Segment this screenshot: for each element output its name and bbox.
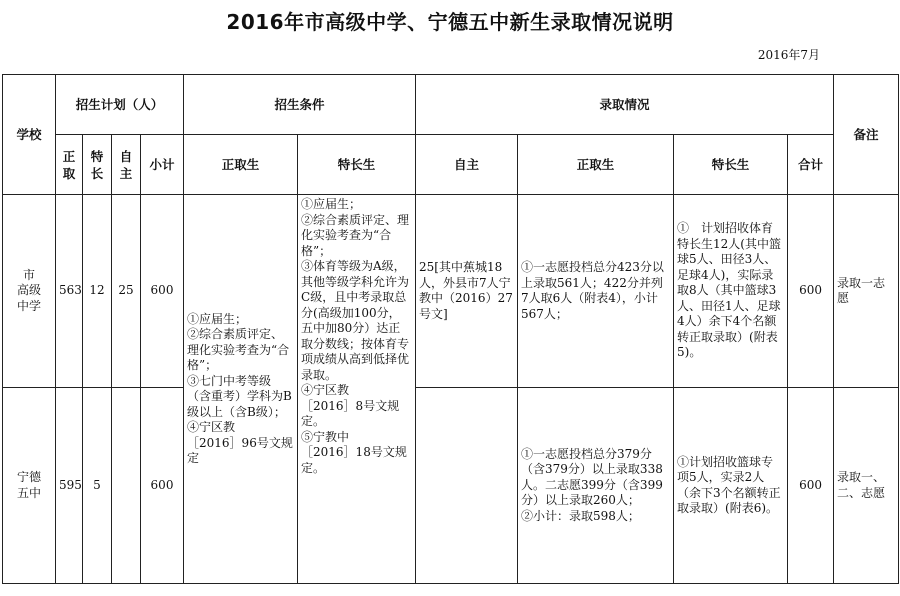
adm-total: 600 [788,388,834,584]
header-plan: 招生计划（人） [56,75,184,135]
adm-regular: ①一志愿投档总分379分（含379分）以上录取338人。二志愿399分（含399分）以上录取260人； ②小计：录取598人； [518,388,674,584]
adm-regular: ①一志愿投档总分423分以上录取561人；422分并列7人取6人（附表4），小计567人； [518,195,674,388]
cond-special-row-2: ④宁区教 ［2016］8号文规定。 ⑤宁教中 ［2016］18号文规定。 [301,383,407,475]
plan-self: 25 [112,195,141,388]
adm-special: ① 计划招收体育特长生12人(其中篮球5人、田径3人、足球4人)，实际录取8人（其中篮球3人、田径1人、足球4人）余下4个名额转正取录取）(附表5)。 [674,195,788,388]
school-name: 市 高级 中学 [3,195,56,388]
adm-self [416,388,518,584]
adm-special: ①计划招收篮球专项5人，实录2人（余下3个名额转正取录取）(附表6)。 [674,388,788,584]
cond-special-row-1: ①应届生； ②综合素质评定、理化实验考查为“合格”； ③体育等级为A级，其他等级学科允许为C级，且中考录取总分(高级加100分，五中加80分）达正取分数线；按体育专项成绩从高到低择优录取。 [301,197,410,382]
header-remarks: 备注 [834,75,899,195]
header-conditions: 招生条件 [184,75,416,135]
plan-self [112,388,141,584]
header-school: 学校 [3,75,56,195]
cond-special-text [298,195,416,584]
header-plan-subtotal: 小计 [141,135,184,195]
header-admission: 录取情况 [416,75,834,135]
header-plan-self: 自 主 [112,135,141,195]
header-cond-special: 特长生 [298,135,416,195]
plan-special: 5 [83,388,112,584]
table-row [3,195,899,388]
header-row-1 [3,75,899,135]
header-row-2 [3,135,899,195]
school-name: 宁德 五中 [3,388,56,584]
header-adm-self: 自主 [416,135,518,195]
adm-total: 600 [788,195,834,388]
plan-special: 12 [83,195,112,388]
plan-subtotal: 600 [141,195,184,388]
header-plan-special: 特 长 [83,135,112,195]
header-plan-regular: 正 取 [56,135,83,195]
plan-regular: 563 [56,195,83,388]
admission-table [2,74,899,584]
remarks: 录取一志愿 [834,195,899,388]
remarks: 录取一、二、志愿 [834,388,899,584]
header-adm-total: 合计 [788,135,834,195]
plan-subtotal: 600 [141,388,184,584]
cond-regular-shared: ①应届生； ②综合素质评定、理化实验考查为“合格”； ③七门中考等级（含重考）学科为B级以上（含B级）； ④宁区教 ［2016］96号文规定 [184,195,298,584]
table-row [3,388,899,584]
header-adm-special: 特长生 [674,135,788,195]
document-date: 2016年7月 [757,48,820,62]
plan-regular: 595 [56,388,83,584]
header-adm-regular: 正取生 [518,135,674,195]
header-cond-regular: 正取生 [184,135,298,195]
page-title: 2016年市高级中学、宁德五中新生录取情况说明 [226,10,674,34]
adm-self: 25[其中蕉城18人，外县市7人宁教中（2016）27号文] [416,195,518,388]
